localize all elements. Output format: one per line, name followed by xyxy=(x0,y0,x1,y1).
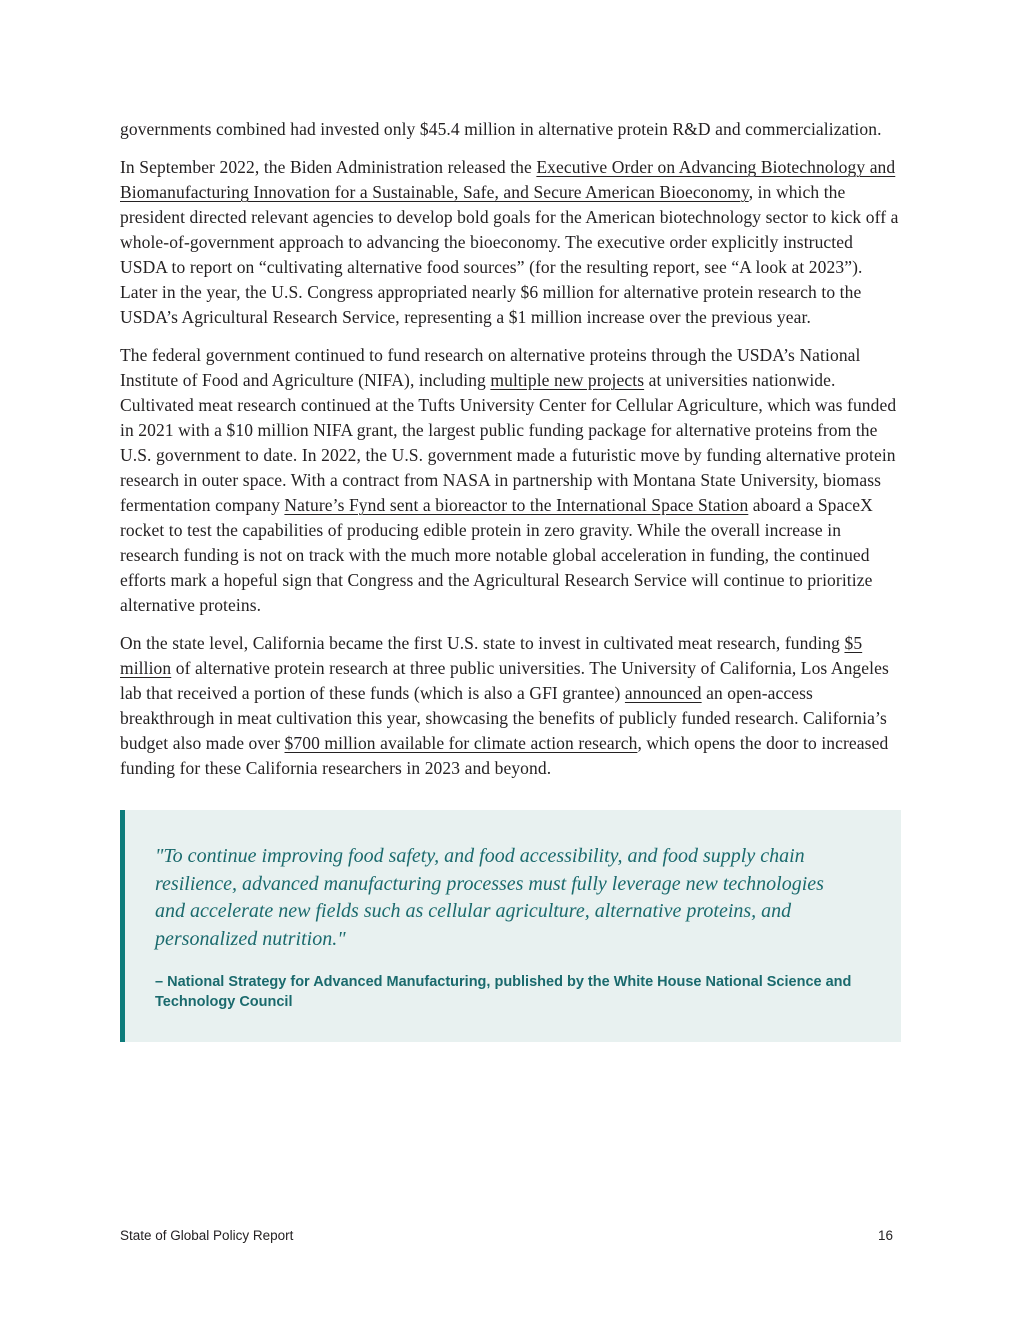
text-run: , which opens the door to increased funding for these California researchers in 2023 and beyond. xyxy=(120,733,889,778)
pullquote-attribution: – National Strategy for Advanced Manufacturing, published by the White House National Science and Technology Council xyxy=(155,974,852,1010)
text-run: aboard a SpaceX rocket to test the capabilities of producing edible protein in zero gravity. While the overall increase in research funding is not on track with the much more notable global acceleration in funding, the continued efforts mark a hopeful sign that Congress and the Agricultural Research Service will continue to prioritize alternative proteins. xyxy=(120,495,873,615)
text-run: In September 2022, the Biden Administration released the xyxy=(120,157,537,177)
footer-report-title: State of Global Policy Report xyxy=(120,1228,294,1243)
inline-link[interactable]: $700 million available for climate action research xyxy=(284,733,638,753)
text-run: The federal government continued to fund research on alternative proteins through the USDA’s National Institute of Food and Agriculture (NIFA), including xyxy=(120,345,861,390)
inline-link[interactable]: multiple new projects xyxy=(490,370,645,390)
paragraph xyxy=(120,155,901,330)
inline-link[interactable]: announced xyxy=(624,683,702,703)
inline-link[interactable]: $5 million xyxy=(120,633,863,678)
text-run: On the state level, California became the first U.S. state to invest in cultivated meat research, funding xyxy=(120,633,845,653)
text-run: of alternative protein research at three public universities. The University of California, Los Angeles lab that received a portion of these funds (which is also a GFI grantee) xyxy=(120,658,889,703)
page-number: 16 xyxy=(877,1228,893,1243)
text-run: at universities nationwide. Cultivated meat research continued at the Tufts University Center for Cellular Agriculture, which was funded in 2021 with a $10 million NIFA grant, the largest public funding package for alternative proteins from the U.S. government to date. In 2022, the U.S. government made a futuristic move by funding alternative protein research in outer space. With a contract from NASA in partnership with Montana State University, biomass fermentation company xyxy=(120,370,897,515)
pullquote-text: "To continue improving food safety, and food accessibility, and food supply chain resilience, advanced manufacturing processes must fully leverage new technologies and accelerate new fields such as cellular agriculture, alternative proteins, and personalized nutrition." xyxy=(155,845,824,950)
pullquote-block xyxy=(120,810,901,1042)
paragraph xyxy=(120,117,901,142)
paragraph xyxy=(120,343,901,618)
text-run: an open-access breakthrough in meat cultivation this year, showcasing the benefits of publicly funded research. California’s budget also made over xyxy=(120,683,887,753)
inline-link[interactable]: Nature’s Fynd sent a bioreactor to the International Space Station xyxy=(284,495,749,515)
page-footer xyxy=(120,1228,893,1243)
text-run: , in which the president directed relevant agencies to develop bold goals for the American biotechnology sector to kick off a whole-of-government approach to advancing the bioeconomy. The executive order explicitly instructed USDA to report on “cultivating alternative food sources” (for the resulting report, see “A look at 2023”). Later in the year, the U.S. Congress appropriated nearly $6 million for alternative protein research to the USDA’s Agricultural Research Service, representing a $1 million increase over the previous year. xyxy=(120,182,899,327)
inline-link[interactable]: Executive Order on Advancing Biotechnology and Biomanufacturing Innovation for a Sustainable, Safe, and Secure American Bioeconomy xyxy=(120,157,896,202)
page-content xyxy=(120,117,901,1042)
paragraph xyxy=(120,631,901,781)
text-run: governments combined had invested only $45.4 million in alternative protein R&D and commercialization. xyxy=(120,119,882,139)
